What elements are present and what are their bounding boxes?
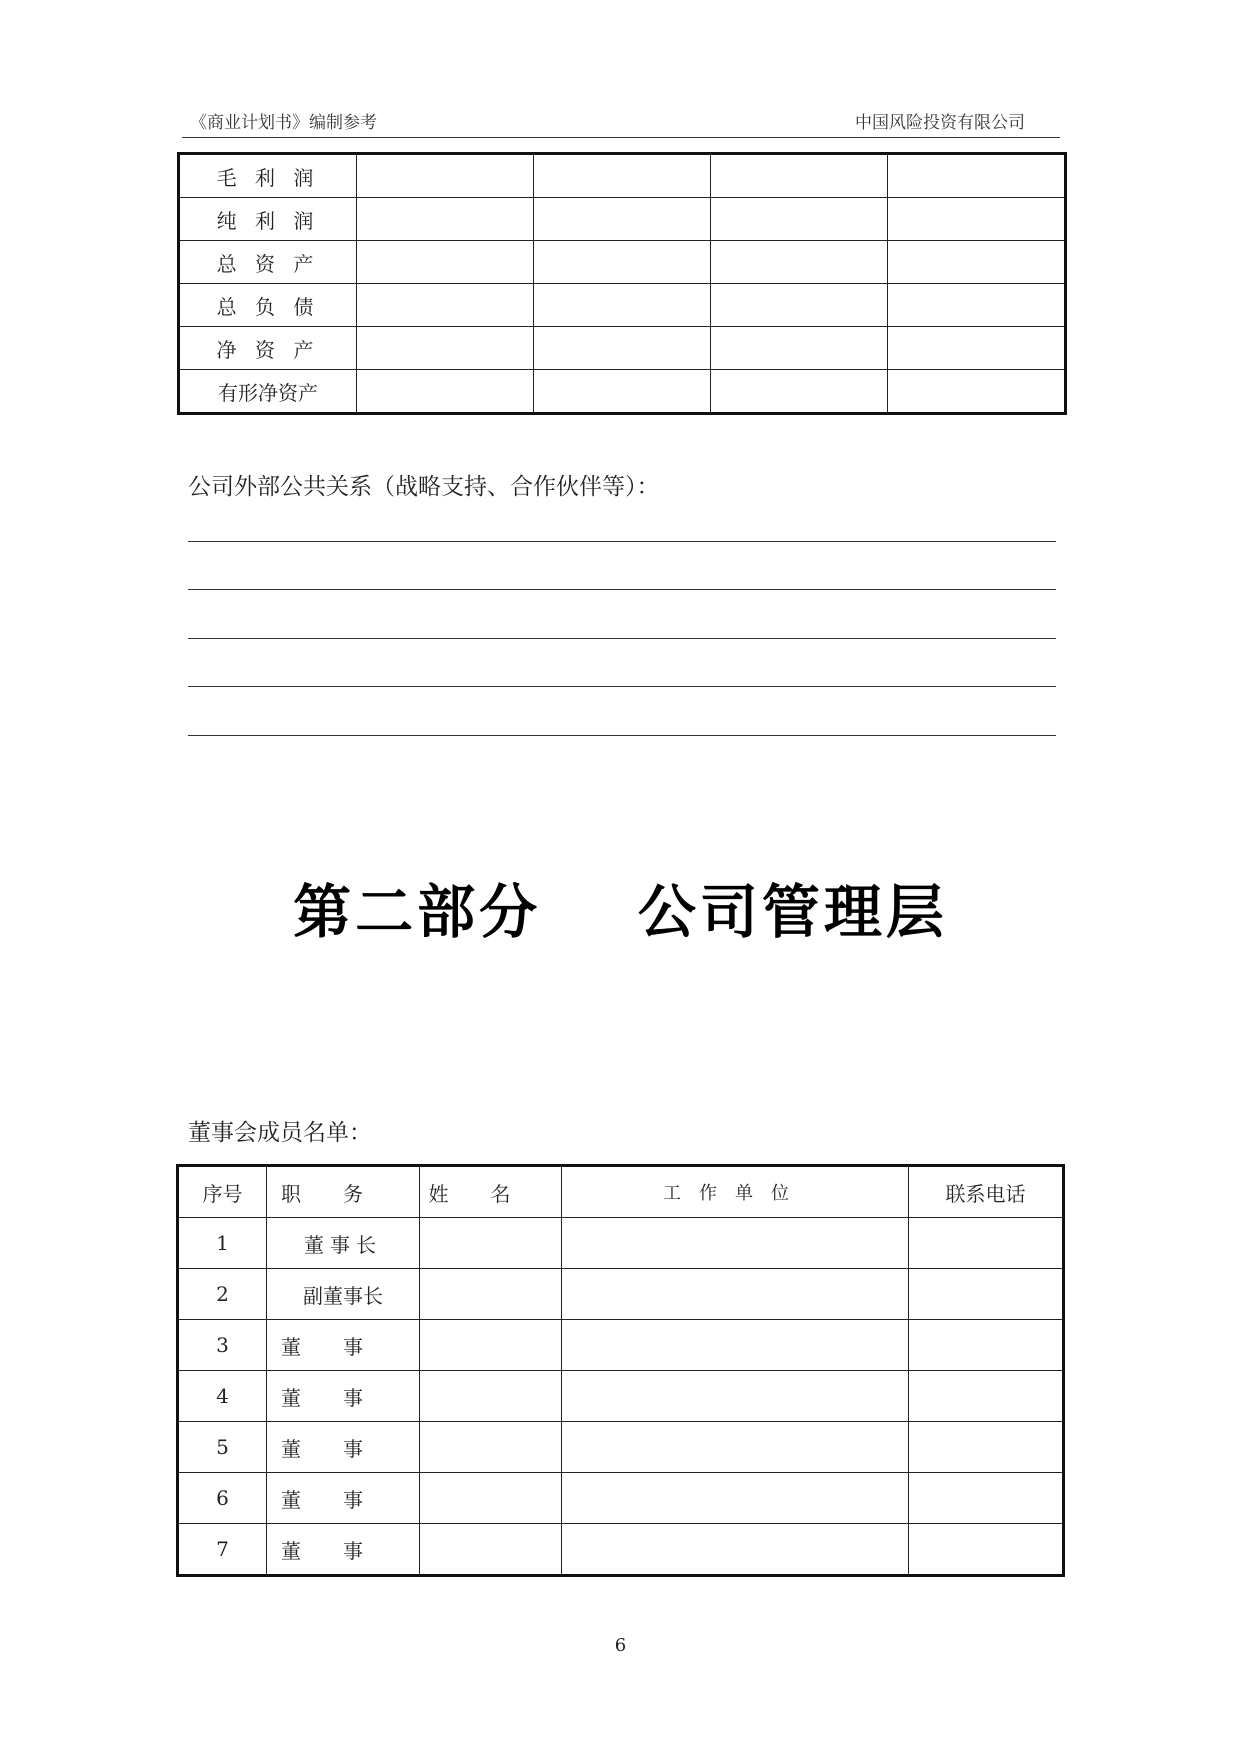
row-position: 董事 [267,1473,420,1524]
table-cell [420,1371,562,1422]
row-index: 4 [178,1371,267,1422]
board-list-label: 董事会成员名单： [188,1120,372,1146]
table-cell [888,370,1066,414]
fill-in-line [188,638,1056,639]
table-cell [562,1422,909,1473]
table-row [179,370,1066,414]
table-cell [888,198,1066,241]
table-cell [909,1473,1064,1524]
table-cell [534,284,711,327]
table-cell [534,198,711,241]
fill-in-line [188,686,1056,687]
table-cell [562,1218,909,1269]
table-cell [909,1320,1064,1371]
table-cell [711,154,888,198]
row-label: 毛 利 润 [179,154,357,198]
row-index: 1 [178,1218,267,1269]
table-cell [711,284,888,327]
table-row [178,1320,1064,1371]
table-cell [534,370,711,414]
header-phone: 联系电话 [909,1166,1064,1218]
page-number: 6 [614,1635,627,1656]
table-cell [357,370,534,414]
fill-in-line [188,735,1056,736]
table-row [179,241,1066,284]
table-cell [562,1320,909,1371]
table-header-row [178,1166,1064,1218]
table-cell [357,241,534,284]
table-cell [888,154,1066,198]
table-row [179,284,1066,327]
header-name: 姓名 [420,1166,562,1218]
table-cell [420,1422,562,1473]
row-label: 净 资 产 [179,327,357,370]
fill-in-line [188,589,1056,590]
header-index: 序号 [178,1166,267,1218]
row-position: 董事 [267,1524,420,1576]
financial-table [177,152,1067,415]
table-row [179,154,1066,198]
table-cell [357,284,534,327]
table-row [178,1218,1064,1269]
header-position: 职务 [267,1166,420,1218]
table-cell [909,1269,1064,1320]
table-cell [888,241,1066,284]
table-row [178,1473,1064,1524]
row-label: 总 负 债 [179,284,357,327]
table-cell [357,154,534,198]
table-row [178,1269,1064,1320]
header-right-company: 中国风险投资有限公司 [855,113,1025,133]
section-title: 第二部分 公司管理层 [293,878,948,946]
table-cell [888,284,1066,327]
row-index: 5 [178,1422,267,1473]
table-cell [909,1371,1064,1422]
row-label: 有形净资产 [179,370,357,414]
table-cell [711,370,888,414]
table-row [178,1524,1064,1576]
table-cell [562,1473,909,1524]
table-cell [909,1422,1064,1473]
table-cell [534,154,711,198]
table-cell [562,1269,909,1320]
relations-label: 公司外部公共关系（战略支持、合作伙伴等）： [188,474,660,500]
row-index: 6 [178,1473,267,1524]
table-cell [420,1218,562,1269]
row-label: 纯 利 润 [179,198,357,241]
table-cell [357,327,534,370]
row-position: 董事长 [267,1218,420,1269]
fill-in-line [188,541,1056,542]
table-cell [420,1473,562,1524]
table-cell [909,1524,1064,1576]
table-cell [562,1371,909,1422]
table-cell [420,1269,562,1320]
table-cell [534,327,711,370]
table-cell [420,1320,562,1371]
row-index: 7 [178,1524,267,1576]
table-cell [888,327,1066,370]
table-cell [711,327,888,370]
row-position: 副董事长 [267,1269,420,1320]
row-index: 3 [178,1320,267,1371]
table-cell [534,241,711,284]
table-cell [711,198,888,241]
header-divider [182,137,1060,138]
table-cell [420,1524,562,1576]
header-employer: 工作单位 [562,1166,909,1218]
row-label: 总 资 产 [179,241,357,284]
table-cell [562,1524,909,1576]
table-row [179,327,1066,370]
row-position: 董事 [267,1371,420,1422]
table-row [179,198,1066,241]
header-left-title: 《商业计划书》编制参考 [190,113,377,133]
board-members-table [176,1164,1065,1577]
table-cell [357,198,534,241]
row-position: 董事 [267,1422,420,1473]
table-row [178,1371,1064,1422]
table-cell [711,241,888,284]
row-position: 董事 [267,1320,420,1371]
table-cell [909,1218,1064,1269]
table-row [178,1422,1064,1473]
row-index: 2 [178,1269,267,1320]
